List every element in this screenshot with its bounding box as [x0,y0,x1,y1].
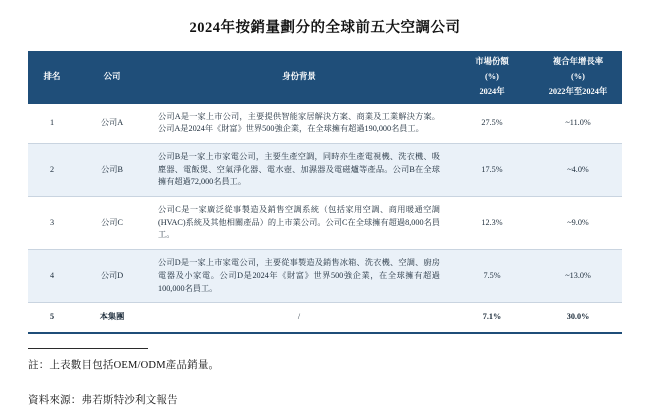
page-title: 2024年按銷量劃分的全球前五大空調公司 [189,20,461,36]
table-header [28,51,622,104]
cell-cagr: ~4.0% [534,143,622,196]
cell-rank: 2 [28,143,76,196]
cell-background: 公司A是一家上市公司，主要提供智能家居解決方案、商業及工業解決方案。公司A是2024年《財富》世界500強企業，在全球擁有超過190,000名員工。 [148,104,450,144]
cagr-period: 2022年至2024年 [548,87,608,97]
footnote-text: 註：上表數目包括OEM/ODM產品銷量。 [28,360,220,371]
footnote-divider [28,348,148,349]
cell-market-share: 17.5% [450,143,534,196]
cell-cagr: ~11.0% [534,104,622,144]
table-row [28,303,622,333]
market-share-year: 2024年 [479,87,505,97]
cell-background: 公司C是一家廣泛從事製造及銷售空調系統（包括家用空調、商用暖通空調(HVAC)系統及其他相關產品）的上市業公司。公司C在全球擁有超過8,000名員工。 [148,197,450,250]
cell-rank: 3 [28,197,76,250]
market-share-title: 市場份額 [475,57,509,66]
cell-company: 公司D [76,250,148,303]
cell-market-share: 7.5% [450,250,534,303]
table-body [28,104,622,333]
cell-market-share: 12.3% [450,197,534,250]
cagr-unit: (%) [571,72,585,82]
document-page [0,16,650,419]
cell-background: 公司D是一家上市家電公司，主要從事製造及銷售冰箱、洗衣機、空調、廚房電器及小家電。公司D是2024年《財富》世界500強企業，在全球擁有超過100,000名員工。 [148,250,450,303]
cell-cagr: ~9.0% [534,197,622,250]
cell-background: 公司B是一家上市家電公司，主要生產空調，同時亦生產電視機、洗衣機、吸塵器、電飯煲、空氣淨化器、電水壺、加濕器及電磁爐等產品。公司B在全球擁有超過72,000名員工。 [148,143,450,196]
source-text: 資料來源：弗若斯特沙利文報告 [28,395,178,406]
market-share-unit: (%) [485,72,499,82]
column-header-cagr [534,51,622,104]
cell-cagr: ~13.0% [534,250,622,303]
cell-rank: 1 [28,104,76,144]
table-row [28,197,622,250]
cell-company: 公司A [76,104,148,144]
column-header-market-share [450,51,534,104]
aircon-companies-table [28,51,622,334]
cagr-title: 複合年增長率 [552,57,604,66]
cell-rank: 4 [28,250,76,303]
cell-market-share: 27.5% [450,104,534,144]
column-header-company: 公司 [76,51,148,104]
cell-market-share: 7.1% [450,303,534,333]
table-row [28,143,622,196]
column-header-background: 身份背景 [148,51,450,104]
column-header-rank: 排名 [28,51,76,104]
cell-company: 公司B [76,143,148,196]
cell-rank: 5 [28,303,76,333]
cell-company: 公司C [76,197,148,250]
table-header-row [28,51,622,104]
cell-background: / [148,303,450,333]
table-row [28,104,622,144]
cell-cagr: 30.0% [534,303,622,333]
cell-company: 本集團 [76,303,148,333]
table-row [28,250,622,303]
